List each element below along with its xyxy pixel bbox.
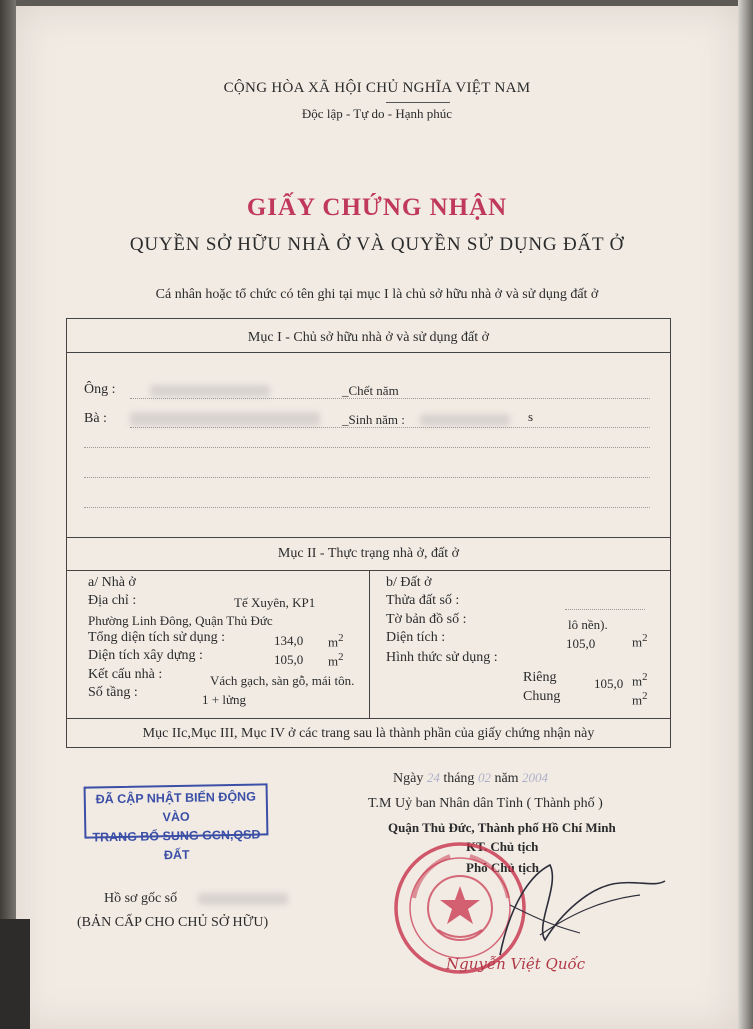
dotted-line — [565, 609, 645, 610]
date-month-label: tháng — [443, 771, 475, 786]
total-area-label: Tổng diện tích sử dụng : — [88, 630, 226, 645]
vice-line: Phó Chủ tịch — [466, 860, 539, 875]
land-area-unit: $m^2$ — [632, 632, 648, 650]
structure-label: Kết cấu nhà : — [88, 667, 163, 682]
land-area-label: Diện tích : — [386, 630, 446, 645]
dotted-line — [84, 507, 650, 508]
total-area-unit: $m^2$ — [328, 632, 344, 650]
table-corner — [0, 919, 30, 1029]
plot-label: Thửa đất số : — [386, 593, 460, 608]
dotted-line — [130, 398, 650, 399]
usage-label: Hình thức sử dụng : — [386, 650, 498, 665]
map-label: Tờ bản đồ số : — [386, 612, 467, 627]
update-stamp — [84, 783, 269, 863]
stamp-line-2: TRANG BỔ SUNG GCN,QSD ĐẤT — [92, 827, 261, 863]
map-value: lô nền). — [568, 617, 608, 632]
date-month: 02 — [477, 770, 491, 785]
dotted-line — [84, 447, 650, 448]
date-year-label: năm — [494, 771, 519, 786]
dotted-line — [84, 477, 650, 478]
private-value: 105,0 — [594, 676, 624, 691]
address-value-2: Phường Linh Đông, Quận Thủ Đức — [88, 613, 273, 628]
structure-value: Vách gạch, sàn gỗ, mái tôn. — [210, 673, 355, 688]
build-area-value: 105,0 — [274, 652, 304, 667]
kt-line: KT. Chủ tịch — [466, 839, 539, 854]
land-heading: b/ Đất ở — [386, 575, 432, 590]
shared-label: Chung — [523, 689, 561, 704]
house-heading: a/ Nhà ở — [88, 575, 136, 590]
section1-heading: Mục I - Chủ sở hữu nhà ở và sử dụng đất ở — [247, 330, 490, 345]
certificate-description: Cá nhân hoặc tổ chức có tên ghi tại mục I là chủ sở hữu nhà ở và sử dụng đất ở — [155, 287, 599, 302]
sinh-nam-label: _Sinh năm : — [342, 412, 405, 427]
section2-bottom-divider — [66, 718, 671, 719]
dotted-line — [130, 427, 650, 428]
certificate-title: GIẤY CHỨNG NHẬN — [246, 194, 508, 221]
total-area-value: 134,0 — [274, 633, 304, 648]
date-year: 2004 — [522, 770, 549, 785]
stamp-line-1: ĐÃ CẬP NHẬT BIẾN ĐỘNG VÀO — [95, 789, 256, 825]
unit-text: m — [328, 634, 339, 650]
section2-heading: Mục II - Thực trạng nhà ở, đất ở — [277, 546, 460, 561]
motto-underline — [386, 102, 450, 103]
ba-label: Bà : — [84, 411, 107, 426]
section1-divider — [66, 352, 671, 353]
certificate-subtitle: QUYỀN SỞ HỮU NHÀ Ở VÀ QUYỀN SỬ DỤNG ĐẤT Ở — [129, 234, 625, 255]
section2-top-divider — [66, 537, 671, 538]
trailing-mark: s — [528, 409, 534, 424]
unit-text: m — [632, 673, 643, 689]
build-area-unit: $m^2$ — [328, 651, 344, 669]
section-footer-note: Mục IIc,Mục III, Mục IV ở các trang sau là thành phần của giấy chứng nhận này — [142, 726, 595, 741]
address-label: Địa chỉ : — [88, 593, 137, 608]
section2-column-divider — [369, 570, 370, 718]
motto: Độc lập - Tự do - Hạnh phúc — [301, 106, 453, 121]
date-prefix: Ngày — [393, 771, 424, 786]
signer-name: Nguyễn Việt Quốc — [446, 955, 586, 973]
redacted-year — [420, 414, 510, 426]
address-value-1: Tế Xuyên, KP1 — [234, 595, 316, 610]
origin-note: (BẢN CẤP CHO CHỦ SỞ HỮU) — [77, 915, 269, 930]
private-label: Riêng — [523, 670, 557, 685]
redacted-name-1 — [150, 385, 270, 397]
unit-text: m — [632, 634, 643, 650]
redacted-origin-number — [198, 893, 288, 905]
unit-text: m — [632, 692, 643, 708]
country-header: CỘNG HÒA XÃ HỘI CHỦ NGHĨA VIỆT NAM — [223, 80, 531, 96]
date-day: 24 — [426, 770, 440, 785]
signature-icon — [440, 845, 670, 965]
floors-label: Số tầng : — [88, 685, 138, 700]
ong-label: Ông : — [84, 382, 116, 397]
shared-unit: $m^2$ — [632, 690, 648, 708]
page-edge — [738, 0, 753, 1029]
chet-nam-label: _Chết năm — [342, 383, 399, 398]
district-line: Quận Thủ Đức, Thành phố Hồ Chí Minh — [388, 820, 616, 835]
build-area-label: Diện tích xây dựng : — [88, 648, 203, 663]
date-line — [393, 770, 548, 787]
unit-text: m — [328, 653, 339, 669]
floors-value: 1 + lửng — [202, 692, 246, 707]
table-edge — [0, 0, 16, 1029]
committee-line: T.M Uỷ ban Nhân dân Tỉnh ( Thành phố ) — [368, 796, 603, 811]
origin-label: Hồ sơ gốc số — [104, 891, 178, 906]
redacted-name-2 — [130, 412, 320, 426]
land-area-value: 105,0 — [566, 636, 596, 651]
private-unit: $m^2$ — [632, 671, 648, 689]
